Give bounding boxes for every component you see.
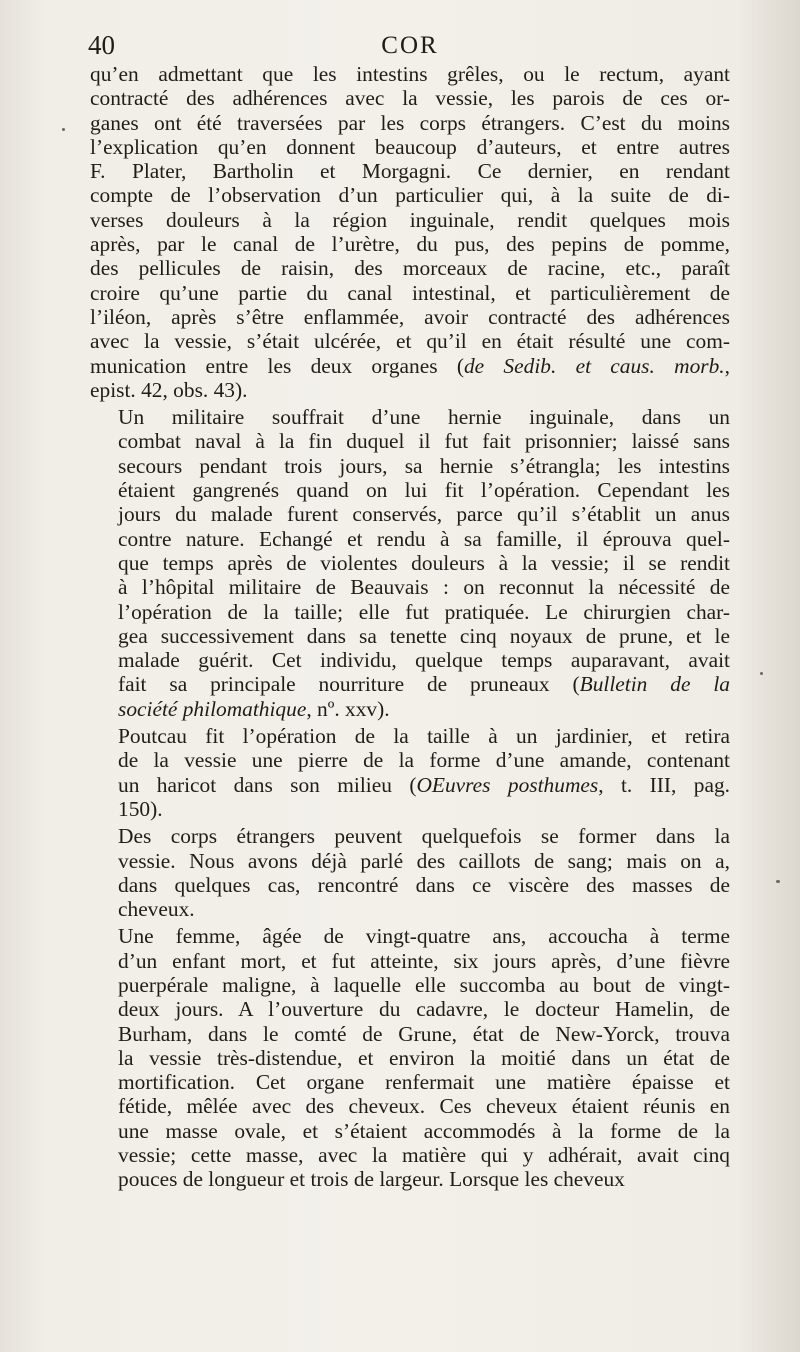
- text-line: compte de l’observation d’un particulier qui, à la suite de di-: [90, 183, 730, 208]
- text-line: l’opération de la taille; elle fut pratiquée. Le chirurgien char-: [118, 599, 730, 624]
- text-line: puerpérale maligne, à laquelle elle succomba au bout de vingt-: [118, 972, 730, 997]
- text-line: deux jours. A l’ouverture du cadavre, le docteur Hamelin, de: [118, 997, 730, 1022]
- text-line: vessie. Nous avons déjà parlé des caillots de sang; mais on a,: [118, 848, 730, 873]
- paragraph: [90, 924, 730, 1191]
- text-line: Burham, dans le comté de Grune, état de New-Yorck, trouva: [118, 1021, 730, 1046]
- text-line: dans quelques cas, rencontré dans ce viscère des masses de: [118, 872, 730, 897]
- text-line: jours du malade furent conservés, parce qu’il s’établit un anus: [118, 502, 730, 527]
- text-line: contracté des adhérences avec la vessie, les parois de ces or-: [90, 86, 730, 111]
- text-line: ganes ont été traversées par les corps étrangers. C’est du moins: [90, 110, 730, 135]
- text-line: de la vessie une pierre de la forme d’une amande, contenant: [118, 748, 730, 773]
- running-head: COR: [381, 32, 439, 59]
- text-line: croire qu’une partie du canal intestinal, et particulièrement de: [90, 280, 730, 305]
- text-line: fétide, mêlée avec des cheveux. Ces cheveux étaient réunis en: [118, 1094, 730, 1119]
- paper-speck: [760, 672, 763, 675]
- text-line: un haricot dans son milieu (OEuvres posthumes, t. III, pag.: [118, 772, 730, 797]
- body-text: [90, 62, 730, 1192]
- text-line: secours pendant trois jours, sa hernie s’étrangla; les intestins: [118, 453, 730, 478]
- text-line: avec la vessie, s’était ulcérée, et qu’il en était résulté une com-: [90, 329, 730, 354]
- text-line: 150).: [118, 796, 163, 821]
- text-line: gea successivement dans sa tenette cinq noyaux de prune, et le: [118, 623, 730, 648]
- text-line: verses douleurs à la région inguinale, rendit quelques mois: [90, 207, 730, 232]
- paragraph: [90, 405, 730, 721]
- text-line: l’explication qu’en donnent beaucoup d’auteurs, et entre autres: [90, 134, 730, 159]
- paragraph: [90, 62, 730, 402]
- text-line: pouces de longueur et trois de largeur. Lorsque les cheveux: [118, 1167, 625, 1192]
- text-line: société philomathique, nº. xxv).: [118, 696, 390, 721]
- text-line: contre nature. Echangé et rendu à sa famille, il éprouva quel-: [118, 526, 730, 551]
- page-number: 40: [88, 30, 115, 60]
- text-line: d’un enfant mort, et fut atteinte, six jours après, d’une fièvre: [118, 948, 730, 973]
- text-line: Des corps étrangers peuvent quelquefois se former dans la: [118, 824, 730, 849]
- text-line: Poutcau fit l’opération de la taille à un jardinier, et retira: [118, 724, 730, 749]
- text-line: malade guérit. Cet individu, quelque temps auparavant, avait: [118, 648, 730, 673]
- text-line: Une femme, âgée de vingt-quatre ans, accoucha à terme: [118, 924, 730, 949]
- text-line: après, par le canal de l’urètre, du pus, des pepins de pomme,: [90, 232, 730, 257]
- text-line: combat naval à la fin duquel il fut fait prisonnier; laissé sans: [118, 429, 730, 454]
- text-line: Un militaire souffrait d’une hernie inguinale, dans un: [118, 405, 730, 430]
- text-line: F. Plater, Bartholin et Morgagni. Ce dernier, en rendant: [90, 159, 730, 184]
- paragraph: [90, 724, 730, 821]
- text-line: l’iléon, après s’être enflammée, avoir contracté des adhérences: [90, 304, 730, 329]
- text-line: cheveux.: [118, 897, 195, 922]
- text-line: une masse ovale, et s’étaient accommodés à la forme de la: [118, 1118, 730, 1143]
- text-line: munication entre les deux organes (de Sedib. et caus. morb.,: [90, 353, 730, 378]
- text-line: la vessie très-distendue, et environ la moitié dans un état de: [118, 1045, 730, 1070]
- text-line: fait sa principale nourriture de pruneaux (Bulletin de la: [118, 672, 730, 697]
- text-line: vessie; cette masse, avec la matière qui y adhérait, avait cinq: [118, 1143, 730, 1168]
- text-line: epist. 42, obs. 43).: [90, 377, 248, 402]
- paragraph: [90, 824, 730, 921]
- text-line: qu’en admettant que les intestins grêles, ou le rectum, ayant: [90, 62, 730, 86]
- text-line: mortification. Cet organe renfermait une matière épaisse et: [118, 1070, 730, 1095]
- text-line: que temps après de violentes douleurs à la vessie; il se rendit: [118, 550, 730, 575]
- text-line: étaient gangrenés quand on lui fit l’opération. Cependant les: [118, 478, 730, 503]
- text-line: des pellicules de raisin, des morceaux de racine, etc., paraît: [90, 256, 730, 281]
- paper-speck: [776, 880, 780, 883]
- paper-speck: [62, 128, 65, 131]
- text-line: à l’hôpital militaire de Beauvais : on reconnut la nécessité de: [118, 575, 730, 600]
